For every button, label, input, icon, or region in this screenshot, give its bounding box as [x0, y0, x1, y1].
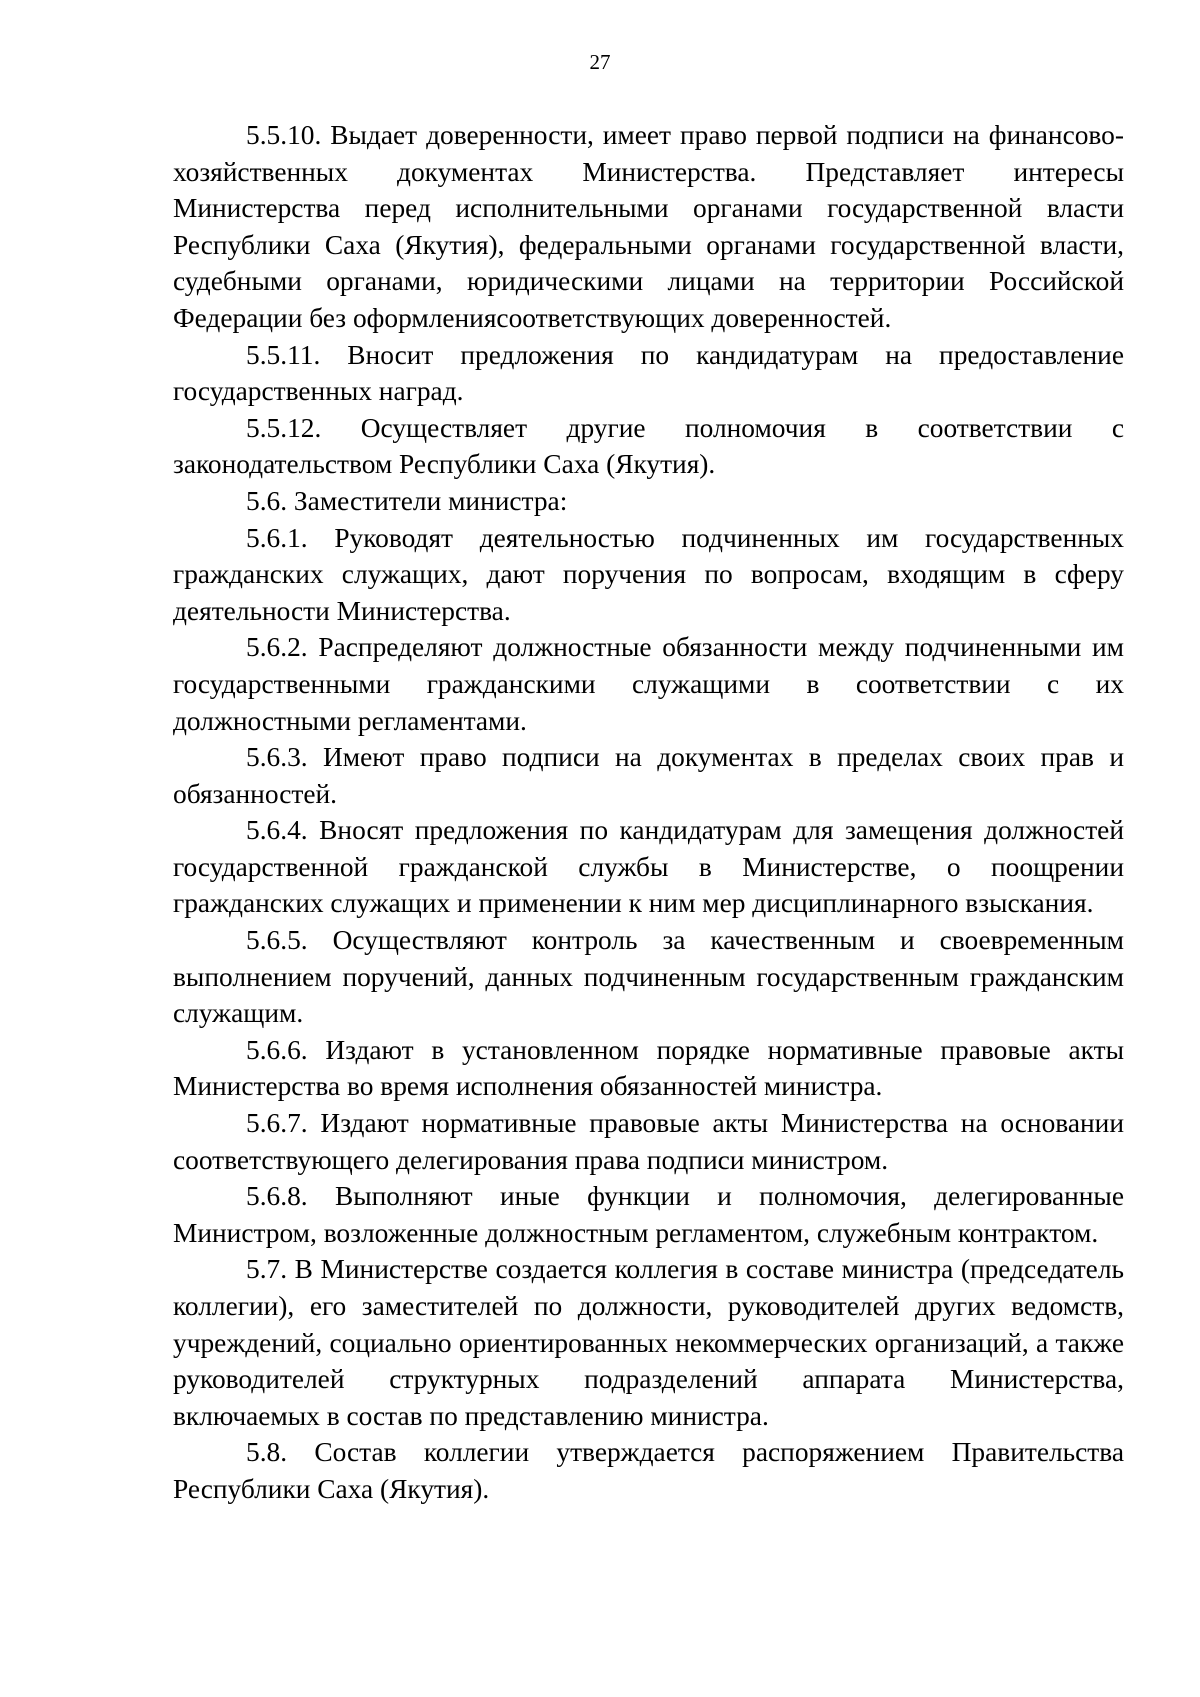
- paragraph-5-6-5: 5.6.5. Осуществляют контроль за качественным и своевременным выполнением поручений, данных подчиненным государственным гражданским служащим.: [173, 925, 1124, 1029]
- paragraph-5-8: 5.8. Состав коллегии утверждается распоряжением Правительства Республики Саха (Якутия).: [173, 1437, 1124, 1504]
- paragraph-5-6-3: 5.6.3. Имеют право подписи на документах в пределах своих прав и обязанностей.: [173, 742, 1124, 809]
- page-number: 27: [589, 50, 611, 74]
- paragraph-5-6-4: 5.6.4. Вносят предложения по кандидатурам для замещения должностей государственной гражданской службы в Министерстве, о поощрении гражданских служащих и применении к ним мер дисциплинарного взыскания.: [173, 815, 1124, 919]
- paragraph-5-5-11: 5.5.11. Вносит предложения по кандидатурам на предоставление государственных наград.: [173, 339, 1124, 407]
- paragraph-5-6-8: 5.6.8. Выполняют иные функции и полномочия, делегированные Министром, возложенные должностным регламентом, служебным контрактом.: [173, 1181, 1124, 1248]
- paragraph-5-6-7: 5.6.7. Издают нормативные правовые акты Министерства на основании соответствующего делегирования права подписи министром.: [173, 1108, 1124, 1175]
- paragraph-5-6-1: 5.6.1. Руководят деятельностью подчиненных им государственных гражданских служащих, дают поручения по вопросам, входящим в сферу деятельности Министерства.: [173, 522, 1124, 626]
- paragraph-5-6-6: 5.6.6. Издают в установленном порядке нормативные правовые акты Министерства во время исполнения обязанностей министра.: [173, 1034, 1124, 1102]
- paragraph-5-7: 5.7. В Министерстве создается коллегия в составе министра (председатель коллегии), его заместителей по должности, руководителей других ведомств, учреждений, социально ориентированных некоммерческих организаций, а также руководителей структурных подразделений аппарата Министерства, включаемых в состав по представлению министра.: [173, 1254, 1124, 1431]
- paragraph-5-5-10: 5.5.10. Выдает доверенности, имеет право первой подписи на финансово-хозяйственных документах Министерства. Представляет интересы Министерства перед исполнительными органами государственной власти Республики Саха (Якутия), федеральными органами государственной власти, судебными органами, юридическими лицами на территории Российской Федерации без оформлениясоответствующих доверенностей.: [173, 120, 1124, 333]
- paragraph-5-6-2: 5.6.2. Распределяют должностные обязанности между подчиненными им государственными гражданскими служащими в соответствии с их должностными регламентами.: [173, 632, 1124, 736]
- paragraph-5-6: 5.6. Заместители министра:: [246, 485, 568, 516]
- document-body: [173, 117, 1124, 1508]
- paragraph-5-5-12: 5.5.12. Осуществляет другие полномочия в соответствии с законодательством Республики Саха (Якутия).: [173, 412, 1124, 480]
